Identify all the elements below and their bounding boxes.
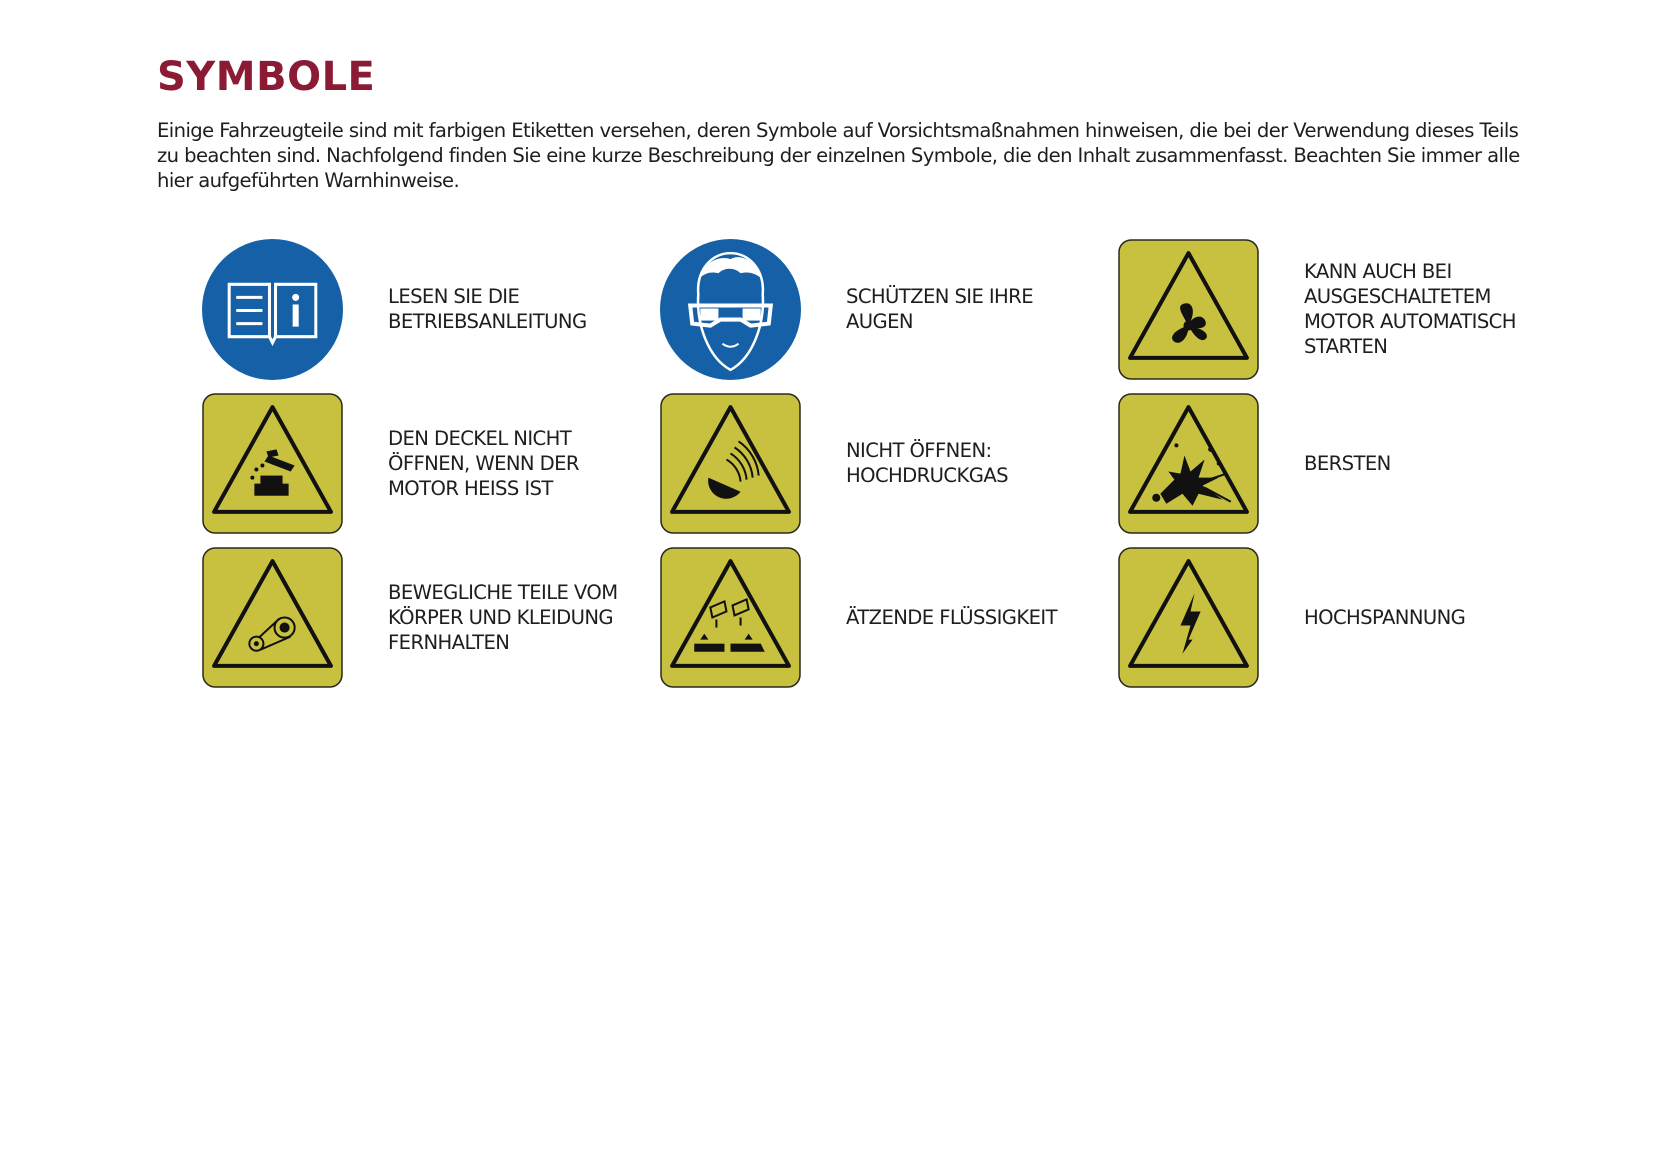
eye-protection-icon <box>660 239 801 380</box>
symbol-label: BEWEGLICHE TEILE VOM KÖRPER UND KLEIDUNG FERNHALTEN <box>388 580 618 654</box>
hot-cap-icon <box>202 393 343 534</box>
moving-parts-icon <box>202 547 343 688</box>
symbol-label: LESEN SIE DIE BETRIEBSANLEITUNG <box>388 285 587 333</box>
intro-paragraph: Einige Fahrzeugteile sind mit farbigen Etiketten versehen, deren Symbole auf Vorsichtsmaßnahmen hinweisen, die bei der Verwendung dieses Teils zu beachten sind. Nachfolgend finden Sie eine kurze Beschreibung der einzelnen Symbole, die den Inhalt zusammenfasst. Beachten Sie immer alle hier aufgeführten Warnhinweise. <box>157 119 1520 192</box>
symbol-item-fan-auto-start <box>1118 232 1538 386</box>
fan-auto-start-icon <box>1118 239 1259 380</box>
page-title: SYMBOLE <box>157 54 376 100</box>
symbols-grid <box>202 232 1538 694</box>
high-voltage-icon <box>1118 547 1259 688</box>
symbol-item-explosion <box>1118 386 1538 540</box>
symbol-item-hot-cap <box>202 386 660 540</box>
symbol-item-moving-parts <box>202 540 660 694</box>
explosion-icon <box>1118 393 1259 534</box>
symbol-label: NICHT ÖFFNEN: HOCHDRUCKGAS <box>846 439 1008 487</box>
symbol-label: BERSTEN <box>1304 451 1391 475</box>
symbol-item-corrosive-liquid <box>660 540 1118 694</box>
read-manual-icon <box>202 239 343 380</box>
symbol-label: SCHÜTZEN SIE IHRE AUGEN <box>846 285 1033 333</box>
symbol-label: HOCHSPANNUNG <box>1304 605 1466 629</box>
symbol-item-pressurized-gas <box>660 386 1118 540</box>
symbol-label: DEN DECKEL NICHT ÖFFNEN, WENN DER MOTOR HEISS IST <box>388 426 579 500</box>
symbol-label: KANN AUCH BEI AUSGESCHALTETEM MOTOR AUTOMATISCH STARTEN <box>1304 260 1516 358</box>
pressurized-gas-icon <box>660 393 801 534</box>
corrosive-liquid-icon <box>660 547 801 688</box>
symbol-item-high-voltage <box>1118 540 1538 694</box>
symbol-item-eye-protection <box>660 232 1118 386</box>
symbol-label: ÄTZENDE FLÜSSIGKEIT <box>846 605 1057 629</box>
symbol-item-read-manual <box>202 232 660 386</box>
